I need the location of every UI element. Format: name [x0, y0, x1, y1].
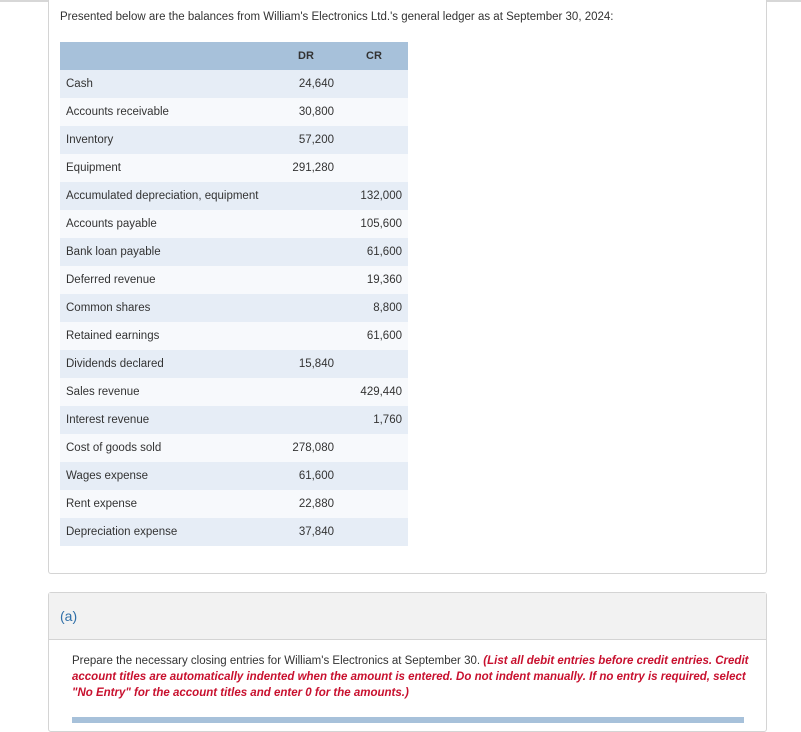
- ledger-row: [60, 210, 408, 238]
- cr-cell: [340, 462, 408, 490]
- ledger-row: [60, 378, 408, 406]
- account-cell: Accounts payable: [60, 210, 272, 238]
- part-a-label: (a): [60, 608, 78, 624]
- instruction-text: Prepare the necessary closing entries for William's Electronics at September 30.: [72, 655, 484, 667]
- account-cell: Common shares: [60, 294, 272, 322]
- account-cell: Rent expense: [60, 490, 272, 518]
- account-cell: Depreciation expense: [60, 518, 272, 546]
- dr-cell: [272, 294, 340, 322]
- cr-cell: [340, 126, 408, 154]
- ledger-row: [60, 406, 408, 434]
- dr-cell: [272, 406, 340, 434]
- ledger-row: [60, 238, 408, 266]
- dr-cell: [272, 378, 340, 406]
- dr-cell: [272, 266, 340, 294]
- account-cell: Interest revenue: [60, 406, 272, 434]
- account-cell: Sales revenue: [60, 378, 272, 406]
- cr-cell: 105,600: [340, 210, 408, 238]
- cr-cell: 132,000: [340, 182, 408, 210]
- cr-cell: 61,600: [340, 238, 408, 266]
- cr-cell: [340, 490, 408, 518]
- ledger-row: [60, 182, 408, 210]
- account-cell: Retained earnings: [60, 322, 272, 350]
- cr-cell: [340, 70, 408, 98]
- ledger-row: [60, 350, 408, 378]
- dr-cell: 15,840: [272, 350, 340, 378]
- cr-cell: [340, 518, 408, 546]
- dr-cell: 37,840: [272, 518, 340, 546]
- account-cell: Cost of goods sold: [60, 434, 272, 462]
- ledger-row: [60, 154, 408, 182]
- dr-column-header: DR: [272, 42, 340, 70]
- account-cell: Equipment: [60, 154, 272, 182]
- ledger-row: [60, 98, 408, 126]
- cr-cell: [340, 434, 408, 462]
- account-cell: Dividends declared: [60, 350, 272, 378]
- ledger-row: [60, 70, 408, 98]
- cr-cell: 61,600: [340, 322, 408, 350]
- dr-cell: [272, 238, 340, 266]
- ledger-row: [60, 294, 408, 322]
- cr-cell: [340, 98, 408, 126]
- dr-cell: 30,800: [272, 98, 340, 126]
- ledger-row: [60, 462, 408, 490]
- account-cell: Accumulated depreciation, equipment: [60, 182, 272, 210]
- dr-cell: 22,880: [272, 490, 340, 518]
- dr-cell: 291,280: [272, 154, 340, 182]
- account-column-header: [60, 42, 272, 70]
- dr-cell: [272, 182, 340, 210]
- account-cell: Accounts receivable: [60, 98, 272, 126]
- ledger-row: [60, 434, 408, 462]
- account-cell: Cash: [60, 70, 272, 98]
- ledger-table: [60, 42, 408, 546]
- dr-cell: [272, 210, 340, 238]
- ledger-row: [60, 266, 408, 294]
- journal-table-header-bar: [72, 717, 744, 723]
- ledger-row: [60, 490, 408, 518]
- ledger-body: [60, 70, 408, 546]
- ledger-row: [60, 518, 408, 546]
- cr-cell: 1,760: [340, 406, 408, 434]
- cr-column-header: CR: [340, 42, 408, 70]
- dr-cell: 24,640: [272, 70, 340, 98]
- dr-cell: [272, 322, 340, 350]
- cr-cell: 429,440: [340, 378, 408, 406]
- ledger-row: [60, 126, 408, 154]
- cr-cell: 8,800: [340, 294, 408, 322]
- account-cell: Deferred revenue: [60, 266, 272, 294]
- account-cell: Wages expense: [60, 462, 272, 490]
- account-cell: Bank loan payable: [60, 238, 272, 266]
- dr-cell: 278,080: [272, 434, 340, 462]
- part-a-instructions: [72, 653, 752, 701]
- ledger-header-row: [60, 42, 408, 70]
- dr-cell: 61,600: [272, 462, 340, 490]
- intro-text: Presented below are the balances from William's Electronics Ltd.'s general ledger as at September 30, 2024:: [60, 11, 614, 23]
- part-a-header: [49, 593, 766, 640]
- ledger-row: [60, 322, 408, 350]
- cr-cell: 19,360: [340, 266, 408, 294]
- instruction-emphasis: (List all debit entries before credit entries. Credit account titles are automatically indented when the amount is entered. Do not indent manually. If no entry is required, select "No Entry" for the account titles and enter 0 for the amounts.): [72, 655, 749, 699]
- account-cell: Inventory: [60, 126, 272, 154]
- dr-cell: 57,200: [272, 126, 340, 154]
- part-a-card: [48, 592, 767, 732]
- cr-cell: [340, 350, 408, 378]
- cr-cell: [340, 154, 408, 182]
